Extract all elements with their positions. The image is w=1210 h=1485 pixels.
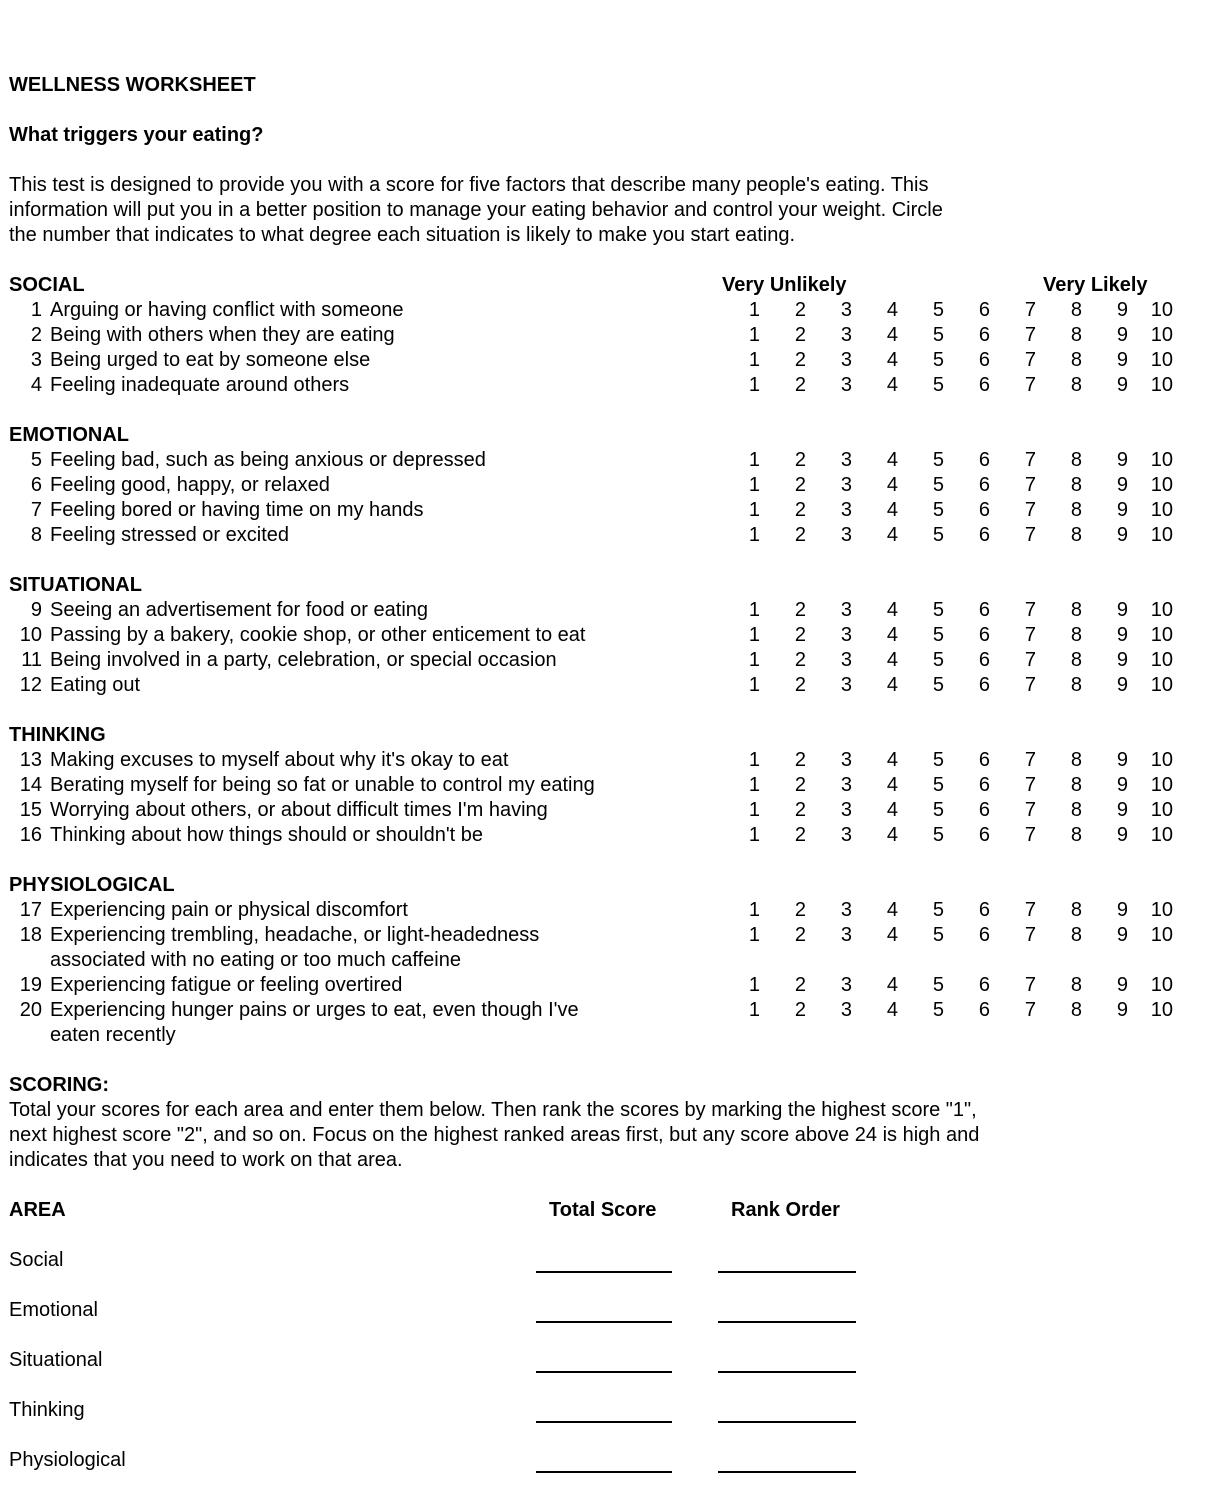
rating-option-7[interactable]: 7 [1024, 474, 1036, 496]
question-text: Feeling good, happy, or relaxed [50, 474, 330, 496]
rating-option-8[interactable]: 8 [1070, 899, 1082, 921]
rating-option-4[interactable]: 4 [886, 599, 898, 621]
rating-option-5[interactable]: 5 [932, 899, 944, 921]
rating-option-1[interactable]: 1 [748, 599, 760, 621]
rating-option-7[interactable]: 7 [1024, 499, 1036, 521]
rating-option-6[interactable]: 6 [978, 499, 990, 521]
rating-option-6[interactable]: 6 [978, 674, 990, 696]
rating-option-3[interactable]: 3 [840, 524, 852, 546]
question-text-continuation: eaten recently [50, 1024, 176, 1046]
section-heading: EMOTIONAL [9, 424, 129, 446]
rating-option-4[interactable]: 4 [886, 499, 898, 521]
question-text: Worrying about others, or about difficult times I'm having [50, 799, 548, 821]
rating-option-9[interactable]: 9 [1116, 449, 1128, 471]
rating-option-3[interactable]: 3 [840, 499, 852, 521]
score-area-label: Situational [9, 1349, 103, 1371]
rating-option-1[interactable]: 1 [748, 824, 760, 846]
rating-option-2[interactable]: 2 [794, 824, 806, 846]
rating-option-4[interactable]: 4 [886, 624, 898, 646]
rating-option-5[interactable]: 5 [932, 474, 944, 496]
rating-option-3[interactable]: 3 [840, 599, 852, 621]
rating-option-10[interactable]: 10 [1150, 799, 1173, 821]
rating-option-2[interactable]: 2 [794, 674, 806, 696]
rating-option-9[interactable]: 9 [1116, 799, 1128, 821]
scoring-text-line: Total your scores for each area and enter them below. Then rank the scores by marking the highest score "1", [9, 1099, 977, 1121]
question-row [0, 448, 1210, 473]
rating-option-1[interactable]: 1 [748, 524, 760, 546]
rating-option-4[interactable]: 4 [886, 774, 898, 796]
rating-option-2[interactable]: 2 [794, 349, 806, 371]
rating-option-8[interactable]: 8 [1070, 324, 1082, 346]
question-number: 16 [19, 824, 42, 846]
rank-order-blank[interactable] [718, 1271, 856, 1273]
rating-option-10[interactable]: 10 [1150, 974, 1173, 996]
total-score-blank[interactable] [536, 1271, 672, 1273]
question-row [0, 673, 1210, 698]
rating-option-3[interactable]: 3 [840, 674, 852, 696]
rating-option-8[interactable]: 8 [1070, 674, 1082, 696]
question-row [0, 498, 1210, 523]
rating-option-2[interactable]: 2 [794, 799, 806, 821]
rating-option-8[interactable]: 8 [1070, 924, 1082, 946]
question-row [0, 373, 1210, 398]
rating-option-3[interactable]: 3 [840, 974, 852, 996]
rating-option-3[interactable]: 3 [840, 374, 852, 396]
rating-option-3[interactable]: 3 [840, 899, 852, 921]
rating-option-8[interactable]: 8 [1070, 824, 1082, 846]
rating-option-2[interactable]: 2 [794, 599, 806, 621]
question-row [0, 623, 1210, 648]
rating-option-8[interactable]: 8 [1070, 749, 1082, 771]
question-row [0, 773, 1210, 798]
question-row [0, 823, 1210, 848]
question-text: Experiencing pain or physical discomfort [50, 899, 408, 921]
rating-option-2[interactable]: 2 [794, 999, 806, 1021]
rating-option-7[interactable]: 7 [1024, 974, 1036, 996]
rating-option-9[interactable]: 9 [1116, 649, 1128, 671]
rating-option-10[interactable]: 10 [1150, 824, 1173, 846]
rating-option-6[interactable]: 6 [978, 749, 990, 771]
question-number: 1 [30, 299, 42, 321]
rating-option-9[interactable]: 9 [1116, 624, 1128, 646]
question-text-continuation: associated with no eating or too much caffeine [50, 949, 461, 971]
question-number: 20 [19, 999, 42, 1021]
question-row [0, 323, 1210, 348]
rating-option-9[interactable]: 9 [1116, 749, 1128, 771]
page-subtitle: What triggers your eating? [9, 124, 264, 146]
rating-option-7[interactable]: 7 [1024, 749, 1036, 771]
score-area-label: Emotional [9, 1299, 98, 1321]
rating-option-5[interactable]: 5 [932, 324, 944, 346]
intro-paragraph [9, 173, 943, 248]
rating-option-2[interactable]: 2 [794, 324, 806, 346]
question-row [0, 523, 1210, 548]
question-text: Eating out [50, 674, 141, 696]
rating-option-1[interactable]: 1 [748, 374, 760, 396]
question-text: Feeling inadequate around others [50, 374, 350, 396]
rating-option-2[interactable]: 2 [794, 774, 806, 796]
rating-option-4[interactable]: 4 [886, 674, 898, 696]
rating-option-4[interactable]: 4 [886, 999, 898, 1021]
rating-option-1[interactable]: 1 [748, 649, 760, 671]
rating-option-4[interactable]: 4 [886, 799, 898, 821]
question-number: 3 [30, 349, 42, 371]
rating-option-3[interactable]: 3 [840, 299, 852, 321]
rating-option-6[interactable]: 6 [978, 799, 990, 821]
question-text: Experiencing fatigue or feeling overtired [50, 974, 403, 996]
rating-option-5[interactable]: 5 [932, 974, 944, 996]
rating-option-7[interactable]: 7 [1024, 524, 1036, 546]
rating-option-6[interactable]: 6 [978, 974, 990, 996]
question-number: 19 [19, 974, 42, 996]
rating-option-3[interactable]: 3 [840, 624, 852, 646]
score-area-label: Physiological [9, 1449, 126, 1471]
rating-option-2[interactable]: 2 [794, 449, 806, 471]
question-number: 14 [19, 774, 42, 796]
rating-option-3[interactable]: 3 [840, 324, 852, 346]
rating-option-8[interactable]: 8 [1070, 999, 1082, 1021]
rating-option-7[interactable]: 7 [1024, 899, 1036, 921]
total-score-blank[interactable] [536, 1321, 672, 1323]
rating-option-4[interactable]: 4 [886, 474, 898, 496]
rating-option-2[interactable]: 2 [794, 624, 806, 646]
rating-option-4[interactable]: 4 [886, 924, 898, 946]
rating-option-1[interactable]: 1 [748, 324, 760, 346]
scale-high-label: Very Likely [1043, 274, 1148, 296]
rating-option-6[interactable]: 6 [978, 524, 990, 546]
rating-option-5[interactable]: 5 [932, 299, 944, 321]
page-title: WELLNESS WORKSHEET [9, 74, 256, 96]
rating-option-2[interactable]: 2 [794, 749, 806, 771]
question-number: 12 [19, 674, 42, 696]
rating-option-2[interactable]: 2 [794, 649, 806, 671]
rating-option-10[interactable]: 10 [1150, 374, 1173, 396]
rating-option-1[interactable]: 1 [748, 774, 760, 796]
rating-option-5[interactable]: 5 [932, 799, 944, 821]
rating-option-3[interactable]: 3 [840, 474, 852, 496]
rating-option-4[interactable]: 4 [886, 524, 898, 546]
rating-option-8[interactable]: 8 [1070, 624, 1082, 646]
rating-option-2[interactable]: 2 [794, 899, 806, 921]
rating-option-10[interactable]: 10 [1150, 624, 1173, 646]
question-text: Feeling bad, such as being anxious or depressed [50, 449, 486, 471]
rating-option-9[interactable]: 9 [1116, 899, 1128, 921]
rating-option-10[interactable]: 10 [1150, 474, 1173, 496]
rating-option-7[interactable]: 7 [1024, 774, 1036, 796]
scale-low-label: Very Unlikely [722, 274, 847, 296]
rating-option-9[interactable]: 9 [1116, 374, 1128, 396]
rating-option-10[interactable]: 10 [1150, 524, 1173, 546]
rating-option-9[interactable]: 9 [1116, 824, 1128, 846]
rating-option-7[interactable]: 7 [1024, 449, 1036, 471]
question-text: Berating myself for being so fat or unable to control my eating [50, 774, 595, 796]
rating-option-7[interactable]: 7 [1024, 649, 1036, 671]
question-text: Thinking about how things should or shouldn't be [50, 824, 483, 846]
rank-order-blank[interactable] [718, 1421, 856, 1423]
question-number: 13 [19, 749, 42, 771]
rating-option-5[interactable]: 5 [932, 674, 944, 696]
rating-option-8[interactable]: 8 [1070, 349, 1082, 371]
rating-option-8[interactable]: 8 [1070, 374, 1082, 396]
rating-option-8[interactable]: 8 [1070, 299, 1082, 321]
question-row [0, 998, 1210, 1023]
rating-option-10[interactable]: 10 [1150, 899, 1173, 921]
rating-option-6[interactable]: 6 [978, 324, 990, 346]
rating-option-10[interactable]: 10 [1150, 599, 1173, 621]
rating-option-6[interactable]: 6 [978, 374, 990, 396]
rating-option-4[interactable]: 4 [886, 374, 898, 396]
section-heading: SOCIAL [9, 274, 85, 296]
rating-option-3[interactable]: 3 [840, 649, 852, 671]
question-text: Being urged to eat by someone else [50, 349, 371, 371]
rating-option-2[interactable]: 2 [794, 474, 806, 496]
rating-option-4[interactable]: 4 [886, 349, 898, 371]
question-row [0, 923, 1210, 948]
rating-option-2[interactable]: 2 [794, 299, 806, 321]
rating-option-10[interactable]: 10 [1150, 674, 1173, 696]
question-row [0, 648, 1210, 673]
rating-option-5[interactable]: 5 [932, 524, 944, 546]
rating-option-7[interactable]: 7 [1024, 999, 1036, 1021]
scoring-heading: SCORING: [9, 1074, 109, 1096]
rating-option-5[interactable]: 5 [932, 499, 944, 521]
rating-option-9[interactable]: 9 [1116, 524, 1128, 546]
rating-option-1[interactable]: 1 [748, 799, 760, 821]
rating-option-2[interactable]: 2 [794, 374, 806, 396]
rating-option-2[interactable]: 2 [794, 524, 806, 546]
rating-option-6[interactable]: 6 [978, 774, 990, 796]
rating-option-8[interactable]: 8 [1070, 474, 1082, 496]
question-row [0, 598, 1210, 623]
question-number: 8 [30, 524, 42, 546]
rating-option-1[interactable]: 1 [748, 499, 760, 521]
intro-line: the number that indicates to what degree each situation is likely to make you start eating. [9, 224, 795, 246]
rating-option-9[interactable]: 9 [1116, 999, 1128, 1021]
rating-option-4[interactable]: 4 [886, 824, 898, 846]
question-number: 11 [21, 649, 42, 671]
question-text: Feeling bored or having time on my hands [50, 499, 424, 521]
rating-option-6[interactable]: 6 [978, 474, 990, 496]
rating-option-10[interactable]: 10 [1150, 999, 1173, 1021]
rating-option-3[interactable]: 3 [840, 774, 852, 796]
intro-line: information will put you in a better position to manage your eating behavior and control your weight. Circle [9, 199, 943, 221]
scoring-text-line: indicates that you need to work on that area. [9, 1149, 403, 1171]
question-number: 18 [19, 924, 42, 946]
rating-option-4[interactable]: 4 [886, 324, 898, 346]
rating-option-1[interactable]: 1 [748, 899, 760, 921]
rating-option-8[interactable]: 8 [1070, 649, 1082, 671]
rating-option-5[interactable]: 5 [932, 774, 944, 796]
rating-option-6[interactable]: 6 [978, 599, 990, 621]
question-text: Being involved in a party, celebration, or special occasion [50, 649, 557, 671]
rating-option-6[interactable]: 6 [978, 624, 990, 646]
rating-option-3[interactable]: 3 [840, 449, 852, 471]
rating-option-5[interactable]: 5 [932, 349, 944, 371]
rank-order-blank[interactable] [718, 1371, 856, 1373]
rating-option-2[interactable]: 2 [794, 499, 806, 521]
rating-option-10[interactable]: 10 [1150, 649, 1173, 671]
rating-option-5[interactable]: 5 [932, 824, 944, 846]
question-text: Making excuses to myself about why it's okay to eat [50, 749, 509, 771]
rating-option-8[interactable]: 8 [1070, 774, 1082, 796]
rating-option-3[interactable]: 3 [840, 749, 852, 771]
section-heading: PHYSIOLOGICAL [9, 874, 175, 896]
rating-option-1[interactable]: 1 [748, 999, 760, 1021]
rating-option-10[interactable]: 10 [1150, 299, 1173, 321]
question-row [0, 973, 1210, 998]
question-row [0, 898, 1210, 923]
rating-option-5[interactable]: 5 [932, 999, 944, 1021]
rank-order-blank[interactable] [718, 1471, 856, 1473]
rating-option-3[interactable]: 3 [840, 799, 852, 821]
question-number: 2 [30, 324, 42, 346]
rating-option-1[interactable]: 1 [748, 474, 760, 496]
question-row [0, 298, 1210, 323]
rating-option-5[interactable]: 5 [932, 624, 944, 646]
rating-option-7[interactable]: 7 [1024, 799, 1036, 821]
section-heading: THINKING [9, 724, 106, 746]
total-score-blank[interactable] [536, 1371, 672, 1373]
rating-option-7[interactable]: 7 [1024, 824, 1036, 846]
question-text: Passing by a bakery, cookie shop, or other enticement to eat [50, 624, 586, 646]
rating-option-6[interactable]: 6 [978, 349, 990, 371]
rating-option-7[interactable]: 7 [1024, 599, 1036, 621]
rating-option-7[interactable]: 7 [1024, 374, 1036, 396]
rating-option-5[interactable]: 5 [932, 649, 944, 671]
rating-option-3[interactable]: 3 [840, 924, 852, 946]
rating-option-7[interactable]: 7 [1024, 924, 1036, 946]
rating-option-6[interactable]: 6 [978, 649, 990, 671]
question-number: 4 [30, 374, 42, 396]
rating-option-10[interactable]: 10 [1150, 924, 1173, 946]
rating-option-9[interactable]: 9 [1116, 324, 1128, 346]
rating-option-6[interactable]: 6 [978, 924, 990, 946]
question-row [0, 798, 1210, 823]
rating-option-6[interactable]: 6 [978, 999, 990, 1021]
rating-option-10[interactable]: 10 [1150, 774, 1173, 796]
rating-option-1[interactable]: 1 [748, 974, 760, 996]
question-text: Feeling stressed or excited [50, 524, 290, 546]
rating-option-3[interactable]: 3 [840, 999, 852, 1021]
rating-option-9[interactable]: 9 [1116, 924, 1128, 946]
rating-option-9[interactable]: 9 [1116, 974, 1128, 996]
rating-option-7[interactable]: 7 [1024, 349, 1036, 371]
total-score-blank[interactable] [536, 1421, 672, 1423]
question-text: Being with others when they are eating [50, 324, 395, 346]
rating-option-5[interactable]: 5 [932, 924, 944, 946]
rating-option-6[interactable]: 6 [978, 824, 990, 846]
question-row [0, 348, 1210, 373]
score-area-label: Thinking [9, 1399, 85, 1421]
rating-option-4[interactable]: 4 [886, 299, 898, 321]
question-number: 5 [30, 449, 42, 471]
rating-option-9[interactable]: 9 [1116, 349, 1128, 371]
intro-line: This test is designed to provide you with a score for five factors that describe many people's eating. This [9, 174, 929, 196]
question-row [0, 473, 1210, 498]
rating-option-7[interactable]: 7 [1024, 299, 1036, 321]
rating-option-6[interactable]: 6 [978, 299, 990, 321]
rating-option-3[interactable]: 3 [840, 349, 852, 371]
scoring-text-line: next highest score "2", and so on. Focus on the highest ranked areas first, but any score above 24 is high and [9, 1124, 980, 1146]
rating-option-3[interactable]: 3 [840, 824, 852, 846]
rating-option-6[interactable]: 6 [978, 899, 990, 921]
question-number: 7 [30, 499, 42, 521]
rating-option-7[interactable]: 7 [1024, 624, 1036, 646]
area-column-header: AREA [9, 1199, 66, 1221]
rating-option-5[interactable]: 5 [932, 449, 944, 471]
rating-option-10[interactable]: 10 [1150, 324, 1173, 346]
section-heading: SITUATIONAL [9, 574, 142, 596]
rating-option-4[interactable]: 4 [886, 899, 898, 921]
rating-option-1[interactable]: 1 [748, 749, 760, 771]
rating-option-1[interactable]: 1 [748, 924, 760, 946]
question-text: Experiencing hunger pains or urges to eat, even though I've [50, 999, 579, 1021]
total-score-column-header: Total Score [549, 1199, 657, 1221]
rating-option-4[interactable]: 4 [886, 749, 898, 771]
rating-option-1[interactable]: 1 [748, 349, 760, 371]
rating-option-2[interactable]: 2 [794, 974, 806, 996]
rating-option-10[interactable]: 10 [1150, 349, 1173, 371]
rating-option-8[interactable]: 8 [1070, 449, 1082, 471]
rating-option-4[interactable]: 4 [886, 449, 898, 471]
rating-option-7[interactable]: 7 [1024, 324, 1036, 346]
question-text: Experiencing trembling, headache, or light-headedness [50, 924, 540, 946]
rating-option-9[interactable]: 9 [1116, 499, 1128, 521]
total-score-blank[interactable] [536, 1471, 672, 1473]
question-number: 9 [30, 599, 42, 621]
rating-option-8[interactable]: 8 [1070, 799, 1082, 821]
question-text: Seeing an advertisement for food or eating [50, 599, 429, 621]
question-row [0, 748, 1210, 773]
rating-option-9[interactable]: 9 [1116, 674, 1128, 696]
rank-order-column-header: Rank Order [731, 1199, 840, 1221]
rating-option-8[interactable]: 8 [1070, 599, 1082, 621]
rating-option-10[interactable]: 10 [1150, 449, 1173, 471]
rating-option-2[interactable]: 2 [794, 924, 806, 946]
question-number: 17 [19, 899, 42, 921]
rating-option-6[interactable]: 6 [978, 449, 990, 471]
rating-option-1[interactable]: 1 [748, 624, 760, 646]
rating-option-9[interactable]: 9 [1116, 474, 1128, 496]
rating-option-5[interactable]: 5 [932, 749, 944, 771]
rating-option-1[interactable]: 1 [748, 449, 760, 471]
rating-option-4[interactable]: 4 [886, 649, 898, 671]
rank-order-blank[interactable] [718, 1321, 856, 1323]
rating-option-8[interactable]: 8 [1070, 974, 1082, 996]
rating-option-5[interactable]: 5 [932, 374, 944, 396]
rating-option-5[interactable]: 5 [932, 599, 944, 621]
rating-option-10[interactable]: 10 [1150, 499, 1173, 521]
rating-option-4[interactable]: 4 [886, 974, 898, 996]
rating-option-10[interactable]: 10 [1150, 749, 1173, 771]
rating-option-1[interactable]: 1 [748, 299, 760, 321]
question-number: 6 [30, 474, 42, 496]
score-area-label: Social [9, 1249, 64, 1271]
rating-option-8[interactable]: 8 [1070, 499, 1082, 521]
question-number: 10 [19, 624, 42, 646]
rating-option-7[interactable]: 7 [1024, 674, 1036, 696]
rating-option-9[interactable]: 9 [1116, 599, 1128, 621]
rating-option-8[interactable]: 8 [1070, 524, 1082, 546]
rating-option-9[interactable]: 9 [1116, 774, 1128, 796]
rating-option-1[interactable]: 1 [748, 674, 760, 696]
rating-option-9[interactable]: 9 [1116, 299, 1128, 321]
question-number: 15 [19, 799, 42, 821]
question-text: Arguing or having conflict with someone [50, 299, 404, 321]
